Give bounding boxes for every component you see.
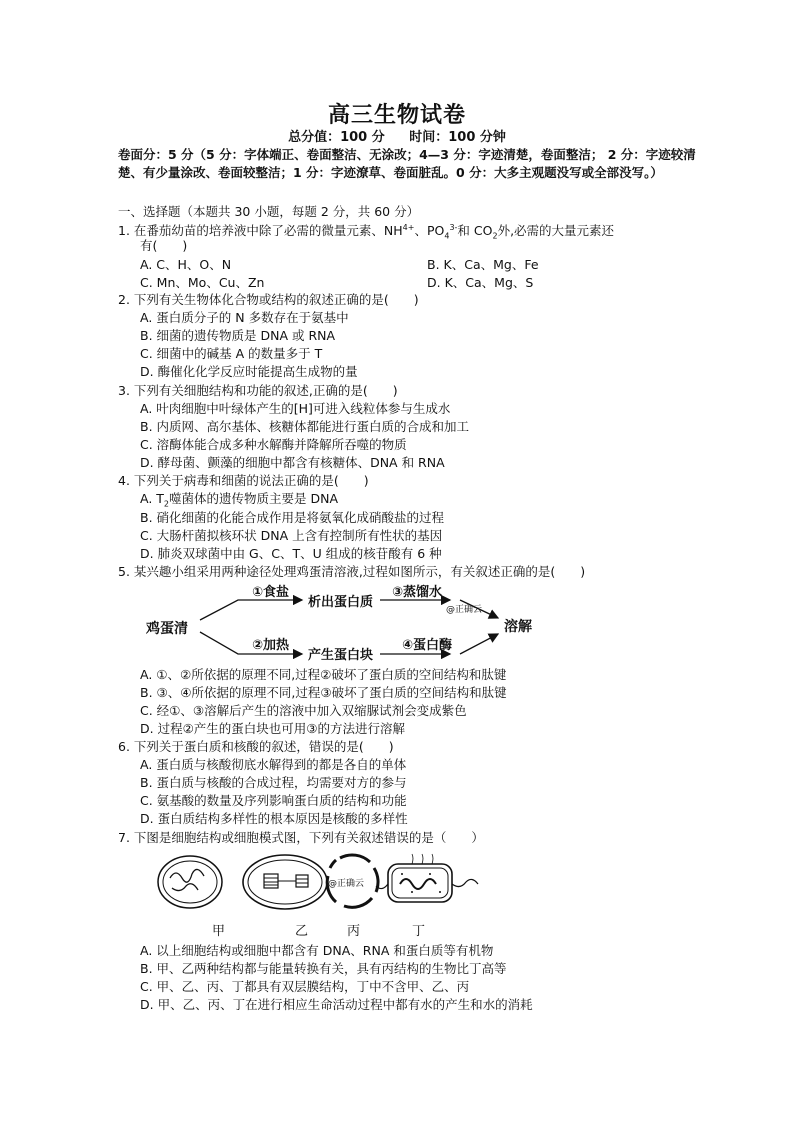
question-6-option-a: A. 蛋白质与核酸彻底水解得到的都是各自的单体 xyxy=(140,757,407,772)
question-1-option-b: B. K、Ca、Mg、Fe xyxy=(427,257,539,272)
figure-label-jia: 甲 xyxy=(212,924,226,939)
question-5-option-b: B. ③、④所依据的原理不同,过程③破坏了蛋白质的空间结构和肽键 xyxy=(140,685,507,700)
question-6-option-c: C. 氨基酸的数量及序列影响蛋白质的结构和功能 xyxy=(140,793,407,808)
figure-ding-bacterium xyxy=(376,854,478,902)
question-2-option-b: B. 细菌的遗传物质是 DNA 或 RNA xyxy=(140,328,336,343)
label-dissolve: 溶解 xyxy=(504,619,532,635)
total-score: 总分值：100 分 xyxy=(288,130,385,145)
question-2-option-d: D. 酶催化化学反应时能提高生成物的量 xyxy=(140,364,358,379)
question-7-option-c: C. 甲、乙、丙、丁都具有双层膜结构，丁中不含甲、乙、丙 xyxy=(140,979,470,994)
neatness-rules: 卷面分：5 分（5 分：字体端正、卷面整洁、无涂改；4—3 分：字迹清楚，卷面整洁； 2 分：字迹较清楚、有少量涂改、卷面较整洁；1 分：字迹潦草、卷面脏乱。0 分：大多主观题没写或全部没写。） xyxy=(118,147,696,180)
question-7-option-d: D. 甲、乙、丙、丁在进行相应生命活动过程中都有水的产生和水的消耗 xyxy=(140,997,533,1012)
label-step4-protease: ④蛋白酶 xyxy=(402,638,453,653)
question-5-stem: 5. 某兴趣小组采用两种途径处理鸡蛋清溶液,过程如图所示，有关叙述正确的是( ) xyxy=(118,564,586,579)
watermark-2: @正确云 xyxy=(328,879,365,889)
question-3-option-a: A. 叶肉细胞中叶绿体产生的[H]可进入线粒体参与生成水 xyxy=(140,401,451,416)
figure-jia-mitochondrion xyxy=(158,856,222,908)
question-5-option-d: D. 过程②产生的蛋白块也可用③的方法进行溶解 xyxy=(140,721,405,736)
question-2-stem: 2. 下列有关生物体化合物或结构的叙述正确的是( ) xyxy=(118,292,419,307)
label-step2-heat: ②加热 xyxy=(252,638,290,653)
cell-figures-svg xyxy=(150,848,480,918)
question-6-stem: 6. 下列关于蛋白质和核酸的叙述，错误的是( ) xyxy=(118,739,394,754)
label-clump: 产生蛋白块 xyxy=(308,648,374,663)
exam-time: 时间：100 分钟 xyxy=(409,130,506,145)
question-7-option-b: B. 甲、乙两种结构都与能量转换有关，具有丙结构的生物比丁高等 xyxy=(140,961,507,976)
question-1-stem-cont: 有( ) xyxy=(140,238,188,253)
question-4-option-d: D. 肺炎双球菌中由 G、C、T、U 组成的核苷酸有 6 种 xyxy=(140,546,442,561)
question-4-option-c: C. 大肠杆菌拟核环状 DNA 上含有控制所有性状的基因 xyxy=(140,528,443,543)
figure-label-bing: 丙 xyxy=(347,924,361,939)
question-4-stem: 4. 下列关于病毒和细菌的说法正确的是( ) xyxy=(118,473,369,488)
arrow-to-dissolve-bottom xyxy=(460,634,498,654)
exam-info xyxy=(0,126,794,145)
question-7-option-a: A. 以上细胞结构或细胞中都含有 DNA、RNA 和蛋白质等有机物 xyxy=(140,943,494,958)
exam-title: 高三生物试卷 xyxy=(327,102,466,128)
question-2-option-a: A. 蛋白质分子的 N 多数存在于氨基中 xyxy=(140,310,349,325)
label-egg-white: 鸡蛋清 xyxy=(146,621,188,637)
label-step3-water: ③蒸馏水 xyxy=(392,585,443,600)
egg-white-process-diagram xyxy=(140,578,560,668)
arrow-salt xyxy=(200,600,302,620)
question-1-option-d: D. K、Ca、Mg、S xyxy=(427,275,534,290)
question-1-stem: 1. 在番茄幼苗的培养液中除了必需的微量元素、$NH^{4+}$、$PO_4^{3-}$和 $CO_2$外,必需的大量元素还 xyxy=(118,223,615,241)
figure-yi-chloroplast xyxy=(243,855,327,909)
question-1-option-a: A. C、H、O、N xyxy=(140,257,232,272)
label-precipitate: 析出蛋白质 xyxy=(308,595,374,610)
figure-label-yi: 乙 xyxy=(295,924,309,939)
question-1-option-c: C. Mn、Mo、Cu、Zn xyxy=(140,275,265,290)
section-title: 一、选择题（本题共 30 小题，每题 2 分，共 60 分） xyxy=(118,204,420,219)
figure-label-ding: 丁 xyxy=(412,924,426,939)
question-4-option-b: B. 硝化细菌的化能合成作用是将氨氧化成硝酸盐的过程 xyxy=(140,510,445,525)
question-3-option-b: B. 内质网、高尔基体、核糖体都能进行蛋白质的合成和加工 xyxy=(140,419,470,434)
question-3-option-d: D. 酵母菌、颤藻的细胞中都含有核糖体、DNA 和 RNA xyxy=(140,455,445,470)
cell-structure-figures xyxy=(150,848,480,938)
question-3-stem: 3. 下列有关细胞结构和功能的叙述,正确的是( ) xyxy=(118,383,398,398)
question-7-stem: 7. 下图是细胞结构或细胞模式图，下列有关叙述错误的是（ ） xyxy=(118,830,484,845)
label-step1-salt: ①食盐 xyxy=(252,585,290,600)
question-6-option-d: D. 蛋白质结构多样性的根本原因是核酸的多样性 xyxy=(140,811,408,826)
question-5-option-a: A. ①、②所依据的原理不同,过程②破坏了蛋白质的空间结构和肽键 xyxy=(140,667,507,682)
watermark-1: @正确云 xyxy=(446,605,483,615)
question-6-option-b: B. 蛋白质与核酸的合成过程，均需要对方的参与 xyxy=(140,775,407,790)
question-3-option-c: C. 溶酶体能合成多种水解酶并降解所吞噬的物质 xyxy=(140,437,407,452)
question-4-option-a: A. $T_2$噬菌体的遗传物质主要是 DNA xyxy=(140,491,339,509)
question-2-option-c: C. 细菌中的碱基 A 的数量多于 T xyxy=(140,346,323,361)
question-5-option-c: C. 经①、③溶解后产生的溶液中加入双缩脲试剂会变成紫色 xyxy=(140,703,467,718)
